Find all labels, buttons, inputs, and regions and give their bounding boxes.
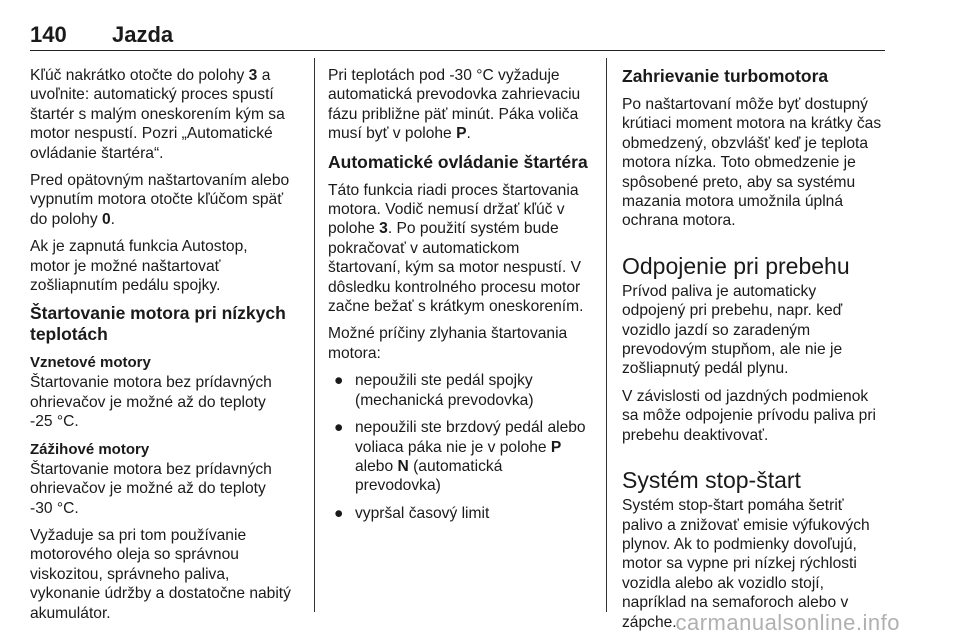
heading-cold-start: Štartovanie motora pri nízkych teplotách xyxy=(30,303,286,345)
heading-turbo-warmup: Zahrievanie turbomotora xyxy=(622,66,829,86)
paragraph-fuel-cutoff-2: V závislosti od jazdných podmienok sa môže odpojenie prívodu paliva pri prebehu deaktivovať. xyxy=(622,387,876,444)
paragraph-failure-causes: Možné príčiny zlyhania štartovania motora: xyxy=(328,325,568,362)
page-header xyxy=(30,22,885,51)
heading-stop-start-system: Systém stop-štart xyxy=(622,467,801,494)
column-divider-1 xyxy=(314,58,315,612)
column-3 xyxy=(622,66,894,640)
column-divider-2 xyxy=(606,58,607,612)
watermark: carmanualsonline.info xyxy=(675,610,900,635)
paragraph-starter-function: Táto funkcia riadi proces štartovania motora. Vodič nemusí držať kľúč v polohe 3. Po použití systém bude pokračovať v automatickom štartovaní, kým sa motor nespustí. V dôsledku kontrolného procesu motor začne bežať s krátkym oneskorením. xyxy=(328,181,584,316)
paragraph-autostop: Ak je zapnutá funkcia Autostop, motor je možné naštartovať zošliapnutím pedálu spojky. xyxy=(30,238,248,295)
list-item: ● nepoužili ste brzdový pedál alebo voliaca páka nie je v polohe P alebo N (automatická prevodovka) xyxy=(334,419,586,495)
bullet-icon: ● xyxy=(334,419,344,437)
bullet-icon: ● xyxy=(334,372,344,390)
bullet-icon: ● xyxy=(334,504,344,522)
failure-causes-list xyxy=(328,371,596,523)
paragraph-requirements: Vyžaduje sa pri tom používanie motorového oleja so správnou viskozitou, správneho paliva, vykonanie údržby a dostatočne nabitý akumulátor. xyxy=(30,526,291,622)
list-item: ● vypršal časový limit xyxy=(334,504,490,522)
page-number: 140 xyxy=(30,22,67,47)
column-1 xyxy=(30,66,306,631)
paragraph-fuel-cutoff-1: Prívod paliva je automaticky odpojený pri prebehu, napr. keď vozidlo jazdí so zaradeným prevodovým stupňom, ale nie je zošliapnutý pedál plynu. xyxy=(622,282,843,378)
paragraph-stop-start: Systém stop-štart pomáha šetriť palivo a znižovať emisie výfukových plynov. Ak to podmienky dovoľujú, motor sa vypne pri nízkej rýchlosti vozidla alebo ak vozidlo stojí, napríklad na semaforoch alebo v zápche. xyxy=(622,497,870,631)
heading-automatic-starter-control: Automatické ovládanie štartéra xyxy=(328,151,588,172)
paragraph-automatic-warmup: Pri teplotách pod -30 °C vyžaduje automatická prevodovka zahrievaciu fázu približne päť minút. Páka voliča musí byť v polohe P. xyxy=(328,67,581,143)
heading-petrol-engines: Zážihové motory xyxy=(30,440,150,458)
paragraph-turbo: Po naštartovaní môže byť dostupný krútiaci moment motora na krátky čas obmedzený, obzvlášť keď je teplota motora nízka. Toto obmedzenie je spôsobené preto, aby sa systému mazania motora umožnila úplná ochrana motora. xyxy=(622,96,882,230)
list-item: ● nepoužili ste pedál spojky (mechanická prevodovka) xyxy=(334,372,534,409)
heading-diesel-engines: Vznetové motory xyxy=(30,354,151,372)
paragraph-diesel: Štartovanie motora bez prídavných ohrievačov je možné až do teploty -25 °C. xyxy=(30,374,272,431)
section-title: Jazda xyxy=(112,22,174,47)
paragraph-key-position-3: Kľúč nakrátko otočte do polohy 3 a uvoľnite: automatický proces spustí štartér s malým oneskorením kým sa motor nespustí. Pozri „Automatické ovládanie štartéra“. xyxy=(30,67,285,162)
paragraph-key-position-0: Pred opätovným naštartovaním alebo vypnutím motora otočte kľúčom späť do polohy 0. xyxy=(30,172,290,228)
heading-fuel-cutoff: Odpojenie pri prebehu xyxy=(622,252,850,279)
column-2 xyxy=(328,66,596,531)
paragraph-petrol: Štartovanie motora bez prídavných ohrievačov je možné až do teploty -30 °C. xyxy=(30,460,272,517)
